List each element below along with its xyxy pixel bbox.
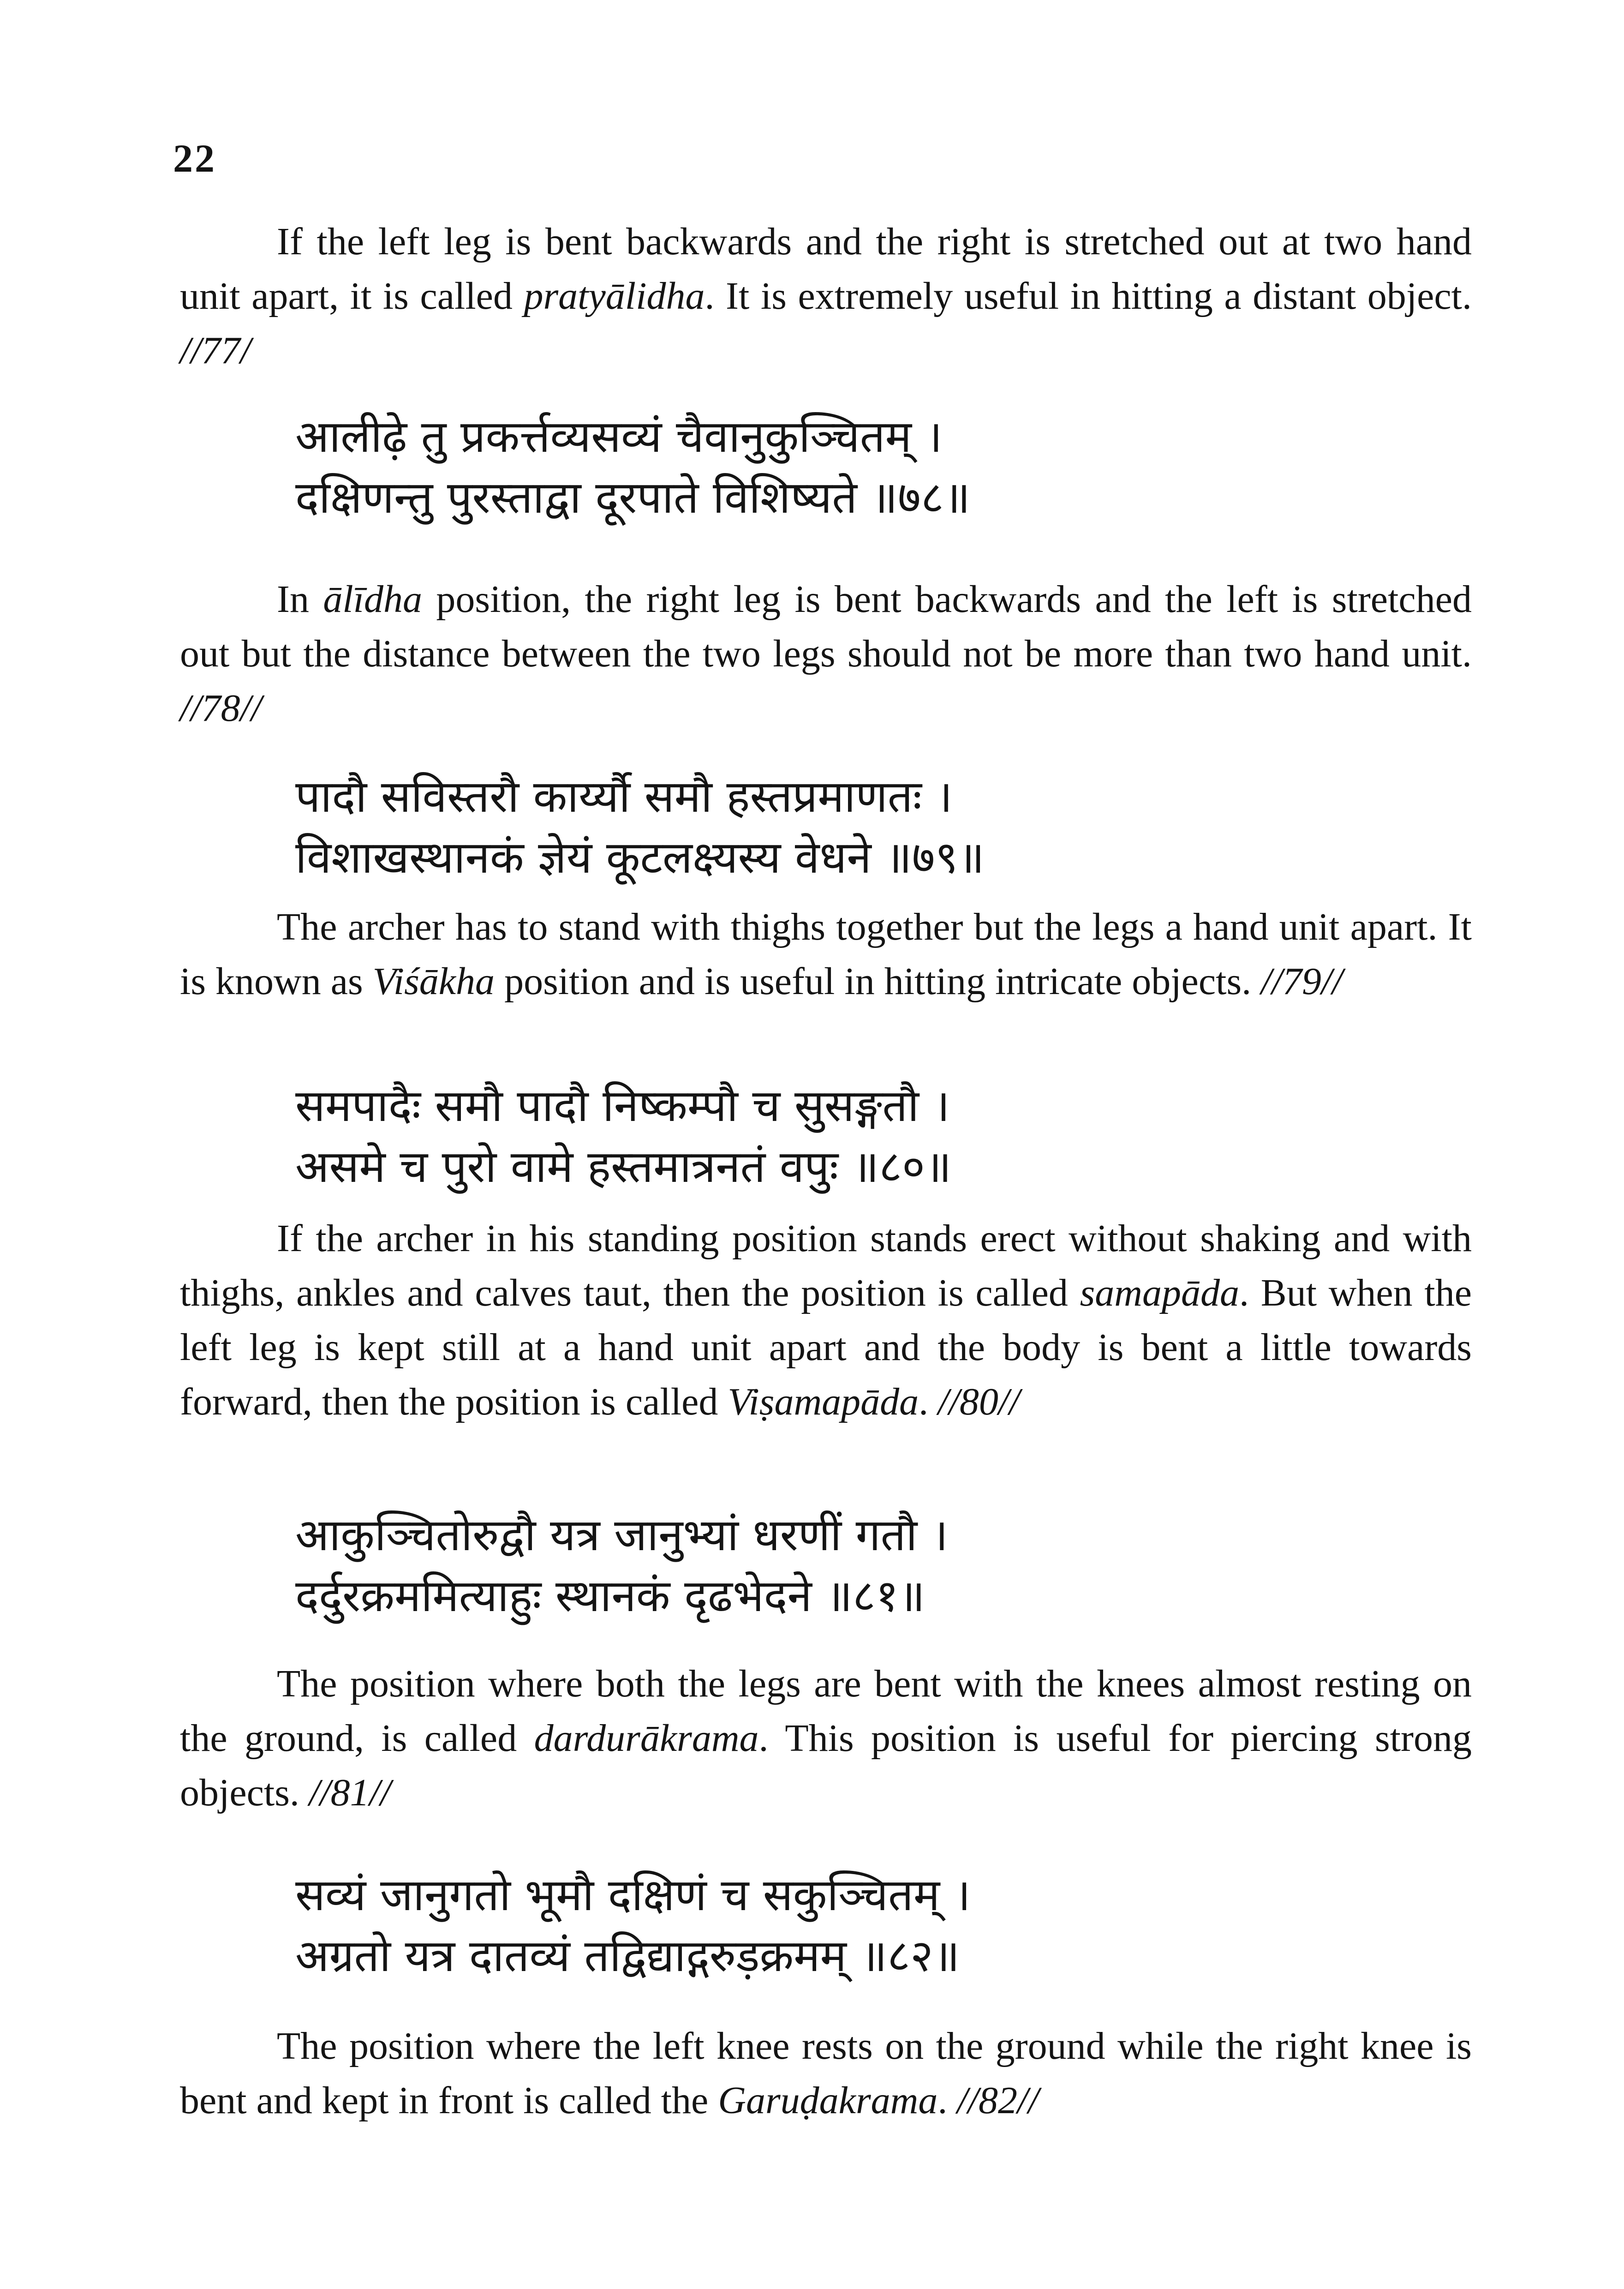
- term-samapada: samapāda: [1080, 1271, 1239, 1314]
- paragraph-text-segment: position and is useful in hitting intricate objects.: [495, 960, 1261, 1003]
- sanskrit-verse-79: [295, 766, 1458, 888]
- paragraph-text-segment: . It is extremely useful in hitting a distant object.: [705, 275, 1472, 318]
- paragraph-text-segment: In: [277, 578, 323, 621]
- paragraph-text-segment: .: [919, 1380, 938, 1423]
- verse-number-ref: //78//: [180, 687, 262, 730]
- verse-line: असमे च पुरो वामे हस्तमात्रनतं वपुः ॥८०॥: [295, 1141, 952, 1192]
- paragraph-text-segment: position, the right leg is bent backwards and the left is stretched out but the distance between the two legs should not be more than two hand unit.: [180, 578, 1472, 675]
- verse-line: दक्षिणन्तु पुरस्ताद्वा दूरपाते विशिष्यते ॥७८॥: [295, 472, 971, 523]
- paragraph-text-segment: If the left leg is bent backwards and the right is stretched out at two hand unit apart, it is called: [180, 220, 1472, 318]
- paragraph-text-segment: .: [937, 2079, 957, 2122]
- verse-line: आकुञ्चितोरुद्वौ यत्र जानुभ्यां धरणीं गतौ ।: [295, 1509, 949, 1561]
- verse-line: अग्रतो यत्र दातव्यं तद्विद्याद्गरुड़क्रमम् ॥८२॥: [295, 1930, 960, 1982]
- verse-number-ref: //81//: [309, 1771, 391, 1814]
- sanskrit-verse-80: [295, 1075, 1458, 1197]
- paragraph-79: [180, 900, 1472, 1009]
- sanskrit-verse-82: [295, 1864, 1458, 1986]
- paragraph-text: [180, 1657, 1472, 1820]
- paragraph-text-segment: The position where the left knee rests on the ground while the right knee is bent and kept in front is called the: [180, 2025, 1472, 2122]
- verse-number-ref: //82//: [957, 2079, 1039, 2122]
- paragraph-text-segment: The archer has to stand with thighs together but the legs a hand unit apart. It is known as: [180, 905, 1472, 1003]
- paragraph-text: [180, 2019, 1472, 2128]
- paragraph-text: [180, 572, 1472, 736]
- paragraph-text: [180, 900, 1472, 1009]
- paragraph-text-segment: If the archer in his standing position stands erect without shaking and with thighs, ankles and calves taut, then the position is called: [180, 1217, 1472, 1314]
- paragraph-78: [180, 572, 1472, 736]
- paragraph-80: [180, 1211, 1472, 1429]
- paragraph-77: [180, 215, 1472, 378]
- verse-line: सव्यं जानुगतो भूमौ दक्षिणं च सकुञ्चितम् ।: [295, 1869, 971, 1921]
- paragraph-82: [180, 2019, 1472, 2128]
- verse-line: पादौ सविस्तरौ कार्य्यौ समौ हस्तप्रमाणतः ।: [295, 771, 953, 822]
- verse-number-ref: //79//: [1261, 960, 1343, 1003]
- paragraph-text-segment: . But when the left leg is kept still at a hand unit apart and the body is bent a little towards forward, then the position is called: [180, 1271, 1472, 1423]
- paragraph-text-segment: The position where both the legs are bent with the knees almost resting on the ground, is called: [180, 1662, 1472, 1760]
- verse-line: समपादैः समौ पादौ निष्कम्पौ च सुसङ्गतौ ।: [295, 1080, 950, 1132]
- term-garudakrama: Garuḍakrama: [718, 2079, 938, 2122]
- verse-line: विशाखस्थानकं ज्ञेयं कूटलक्ष्यस्य वेधने ॥७९॥: [295, 832, 985, 883]
- term-alidha: ālīdha: [323, 578, 423, 621]
- verse-number-ref: //77/: [180, 329, 251, 372]
- sanskrit-verse-81: [295, 1504, 1458, 1626]
- paragraph-81: [180, 1657, 1472, 1820]
- paragraph-text: [180, 1211, 1472, 1429]
- sanskrit-verse-78: [295, 406, 1458, 528]
- term-dardurakrama: dardurākrama: [534, 1717, 759, 1760]
- paragraph-text: [180, 215, 1472, 378]
- verse-line: दर्दुरक्रममित्याहुः स्थानकं दृढभेदने ॥८१॥: [295, 1570, 925, 1622]
- term-visakha: Viśākha: [372, 960, 495, 1003]
- term-visamapada: Viṣamapāda: [728, 1380, 919, 1423]
- term-pratyalidha: pratyālidha: [524, 275, 705, 318]
- page-number: 22: [173, 136, 216, 180]
- verse-line: आलीढ़े तु प्रकर्त्तव्यसव्यं चैवानुकुञ्चितम् ।: [295, 411, 943, 462]
- verse-number-ref: //80//: [938, 1380, 1020, 1423]
- paragraph-text-segment: . This position is useful for piercing strong objects.: [180, 1717, 1472, 1814]
